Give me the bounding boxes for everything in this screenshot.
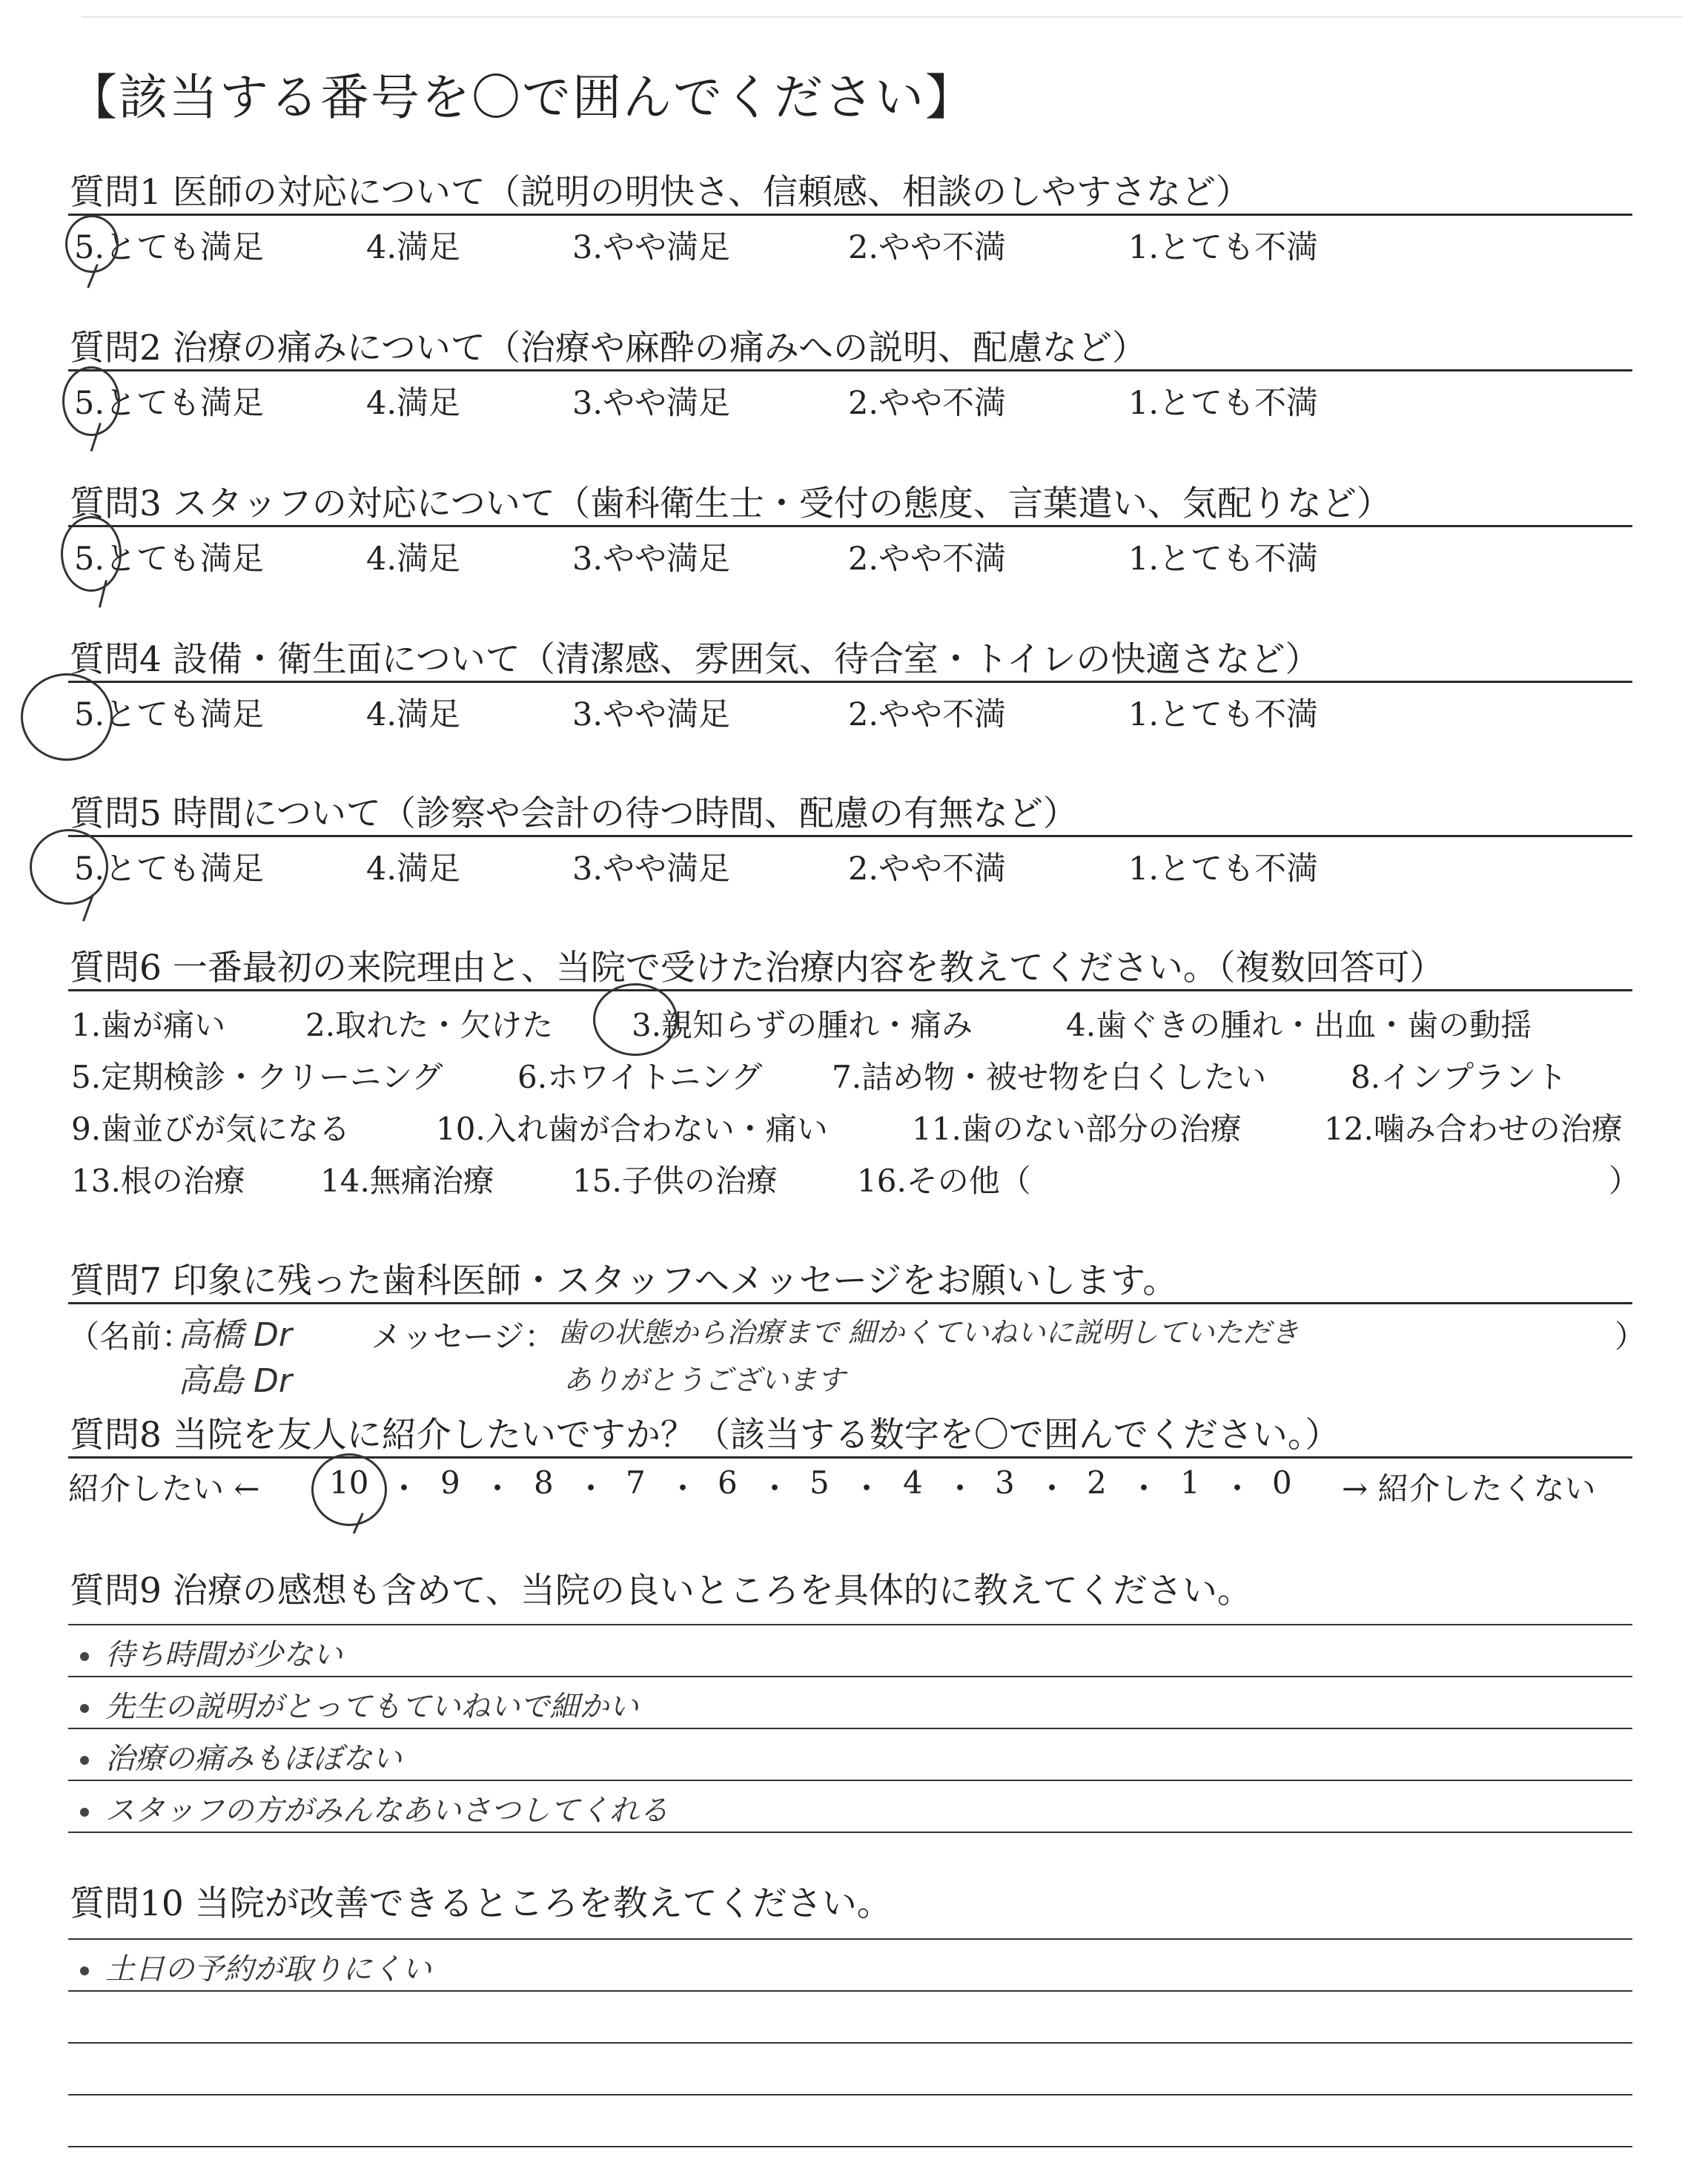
bullet-icon [80, 1966, 89, 1975]
scale-separator: ・ [482, 1470, 514, 1507]
q10-answer-1 [80, 1946, 431, 1988]
scale-value-4[interactable]: 4 [903, 1464, 923, 1501]
q6-option[interactable]: 6.ホワイトニング [517, 1059, 763, 1095]
rating-option-3[interactable]: 3.やや満足 [572, 851, 731, 888]
handwritten-name-1: 高橋 Dr [178, 1316, 292, 1354]
answer-line [68, 1990, 1632, 1992]
question-2-rule [68, 369, 1632, 371]
q6-option[interactable]: 1.歯が痛い [71, 1007, 226, 1043]
rating-option-2[interactable]: 2.やや不満 [848, 696, 1007, 733]
rating-option-5[interactable]: 5.とても満足 [74, 385, 265, 422]
scale-separator: ・ [1128, 1470, 1160, 1507]
question-7-rule [68, 1302, 1632, 1304]
scale-value-7[interactable]: 7 [626, 1464, 646, 1501]
question-5-rule [68, 835, 1632, 837]
scale-separator: ・ [575, 1470, 607, 1507]
q9-answer-3 [80, 1735, 402, 1777]
rating-option-4[interactable]: 4.満足 [366, 851, 461, 888]
rating-option-3[interactable]: 3.やや満足 [572, 385, 731, 422]
q6-option[interactable]: 4.歯ぐきの腫れ・出血・歯の動揺 [1066, 1007, 1532, 1043]
question-5-options [68, 844, 1632, 888]
name-label: （名前： [68, 1318, 193, 1355]
selection-circle-mark [311, 1453, 387, 1526]
question-1-rule [68, 214, 1632, 216]
scale-value-1[interactable]: 1 [1180, 1464, 1200, 1501]
answer-line [68, 2146, 1632, 2147]
message-label: メッセージ： [371, 1318, 556, 1355]
q6-close-paren: ） [1609, 1163, 1641, 1199]
q9-answer-1 [80, 1631, 342, 1674]
scale-value-2[interactable]: 2 [1087, 1464, 1107, 1501]
selection-circle-mark [21, 673, 113, 761]
q6-option[interactable]: 15.子供の治療 [572, 1163, 778, 1199]
q10-answer-text: 土日の予約が取りにくい [105, 1952, 431, 1986]
q6-option[interactable]: 16.その他（ [857, 1163, 1031, 1199]
q7-close-paren: ） [1615, 1318, 1646, 1355]
question-4-title: 質問4 設備・衛生面について（清潔感、雰囲気、待合室・トイレの快適さなど） [70, 639, 1320, 680]
question-4-rule [68, 681, 1632, 683]
question-6-title: 質問6 一番最初の来院理由と、当院で受けた治療内容を教えてください。（複数回答可） [70, 948, 1445, 988]
handwritten-name-2: 高島 Dr [178, 1362, 292, 1400]
q6-option[interactable]: 14.無痛治療 [320, 1163, 494, 1199]
answer-line [68, 1780, 1632, 1781]
q6-option[interactable]: 9.歯並びが気になる [71, 1111, 351, 1147]
scale-separator: ・ [1222, 1470, 1254, 1507]
answer-line [68, 2094, 1632, 2095]
scale-value-5[interactable]: 5 [810, 1464, 830, 1501]
question-3-options [68, 534, 1632, 578]
rating-option-3[interactable]: 3.やや満足 [572, 541, 731, 578]
scale-value-6[interactable]: 6 [718, 1464, 738, 1501]
question-1-title: 質問1 医師の対応について（説明の明快さ、信頼感、相談のしやすさなど） [70, 172, 1251, 213]
question-4-options [68, 690, 1632, 734]
rating-option-1[interactable]: 1.とても不満 [1128, 541, 1319, 578]
rating-option-4[interactable]: 4.満足 [366, 385, 461, 422]
question-10-title: 質問10 当院が改善できるところを教えてください。 [70, 1883, 892, 1924]
rating-option-2[interactable]: 2.やや不満 [848, 385, 1007, 422]
question-5-title: 質問5 時間について（診察や会計の待つ時間、配慮の有無など） [70, 793, 1078, 834]
bullet-icon [80, 1704, 89, 1713]
answer-line [68, 1676, 1632, 1677]
rating-option-3[interactable]: 3.やや満足 [572, 229, 731, 266]
answer-line [68, 1832, 1632, 1833]
bullet-icon [80, 1652, 89, 1661]
scale-value-3[interactable]: 3 [995, 1464, 1015, 1501]
selection-circle-mark [62, 366, 120, 436]
q9-answer-text: 先生の説明がとってもていねいで細かい [105, 1690, 639, 1724]
rating-option-5[interactable]: 5.とても満足 [74, 696, 265, 733]
referral-scale [68, 1464, 1632, 1509]
rating-option-1[interactable]: 1.とても不満 [1128, 385, 1319, 422]
rating-option-5[interactable]: 5.とても満足 [74, 541, 265, 578]
rating-option-3[interactable]: 3.やや満足 [572, 696, 731, 733]
q6-option[interactable]: 5.定期検診・クリーニング [71, 1059, 443, 1095]
scale-value-0[interactable]: 0 [1272, 1464, 1292, 1501]
scale-separator: ・ [667, 1470, 699, 1507]
question-1-options [68, 222, 1632, 267]
question-2-options [68, 378, 1632, 423]
scale-value-8[interactable]: 8 [534, 1464, 554, 1501]
scale-value-10[interactable]: 10 [329, 1464, 369, 1501]
scale-separator: ・ [851, 1470, 883, 1507]
q9-answer-4 [80, 1787, 669, 1829]
scale-separator: ・ [944, 1470, 976, 1507]
q6-options-row-3 [68, 1105, 1632, 1149]
bullet-icon [80, 1756, 89, 1765]
scale-left-label: 紹介したい ← [68, 1470, 260, 1507]
selection-circle-mark [30, 829, 108, 905]
question-7-title: 質問7 印象に残った歯科医師・スタッフへメッセージをお願いします。 [70, 1261, 1178, 1301]
q6-option[interactable]: 10.入れ歯が合わない・痛い [436, 1111, 828, 1147]
rating-option-5[interactable]: 5.とても満足 [74, 229, 265, 266]
question-9-title: 質問9 治療の感想も含めて、当院の良いところを具体的に教えてください。 [70, 1571, 1252, 1611]
q9-answer-text: スタッフの方がみんなあいさつしてくれる [105, 1794, 669, 1828]
selection-circle-mark [61, 516, 122, 592]
question-2-title: 質問2 治療の痛みについて（治療や麻酔の痛みへの説明、配慮など） [70, 328, 1147, 369]
scale-separator: ・ [759, 1470, 791, 1507]
q9-answer-text: 治療の痛みもほぼない [105, 1742, 402, 1776]
rating-option-1[interactable]: 1.とても不満 [1128, 851, 1319, 888]
q9-answer-2 [80, 1683, 638, 1725]
handwritten-message-line-1: 歯の状態から治療まで 細かくていねいに説明していただき [557, 1316, 1300, 1349]
top-border [82, 16, 1683, 18]
answer-line [68, 1624, 1632, 1625]
q6-option[interactable]: 8.インプラント [1351, 1059, 1568, 1095]
q6-options-row-1 [68, 1001, 1632, 1046]
scale-value-9[interactable]: 9 [440, 1464, 460, 1501]
rating-option-4[interactable]: 4.満足 [366, 229, 461, 266]
question-6-rule [68, 989, 1632, 991]
handwritten-message-line-2: ありがとうございます [563, 1364, 846, 1396]
instruction-header: 【該当する番号を〇で囲んでください】 [68, 69, 976, 126]
question-8-rule [68, 1456, 1632, 1459]
q9-answer-text: 待ち時間が少ない [105, 1638, 342, 1672]
rating-option-1[interactable]: 1.とても不満 [1128, 229, 1319, 266]
scale-right-label: → 紹介したくない [1342, 1470, 1596, 1507]
q6-option[interactable]: 12.噛み合わせの治療 [1324, 1111, 1623, 1147]
rating-option-4[interactable]: 4.満足 [366, 696, 461, 733]
question-3-title: 質問3 スタッフの対応について（歯科衛生士・受付の態度、言葉遣い、気配りなど） [70, 483, 1391, 524]
question-3-rule [68, 525, 1632, 527]
q6-options-row-2 [68, 1053, 1632, 1097]
q6-option[interactable]: 7.詰め物・被せ物を白くしたい [832, 1059, 1267, 1095]
selection-circle-mark [65, 215, 119, 273]
rating-option-2[interactable]: 2.やや不満 [848, 229, 1007, 266]
answer-line [68, 1938, 1632, 1940]
q6-option[interactable]: 2.取れた・欠けた [305, 1007, 554, 1043]
rating-option-2[interactable]: 2.やや不満 [848, 541, 1007, 578]
answer-line [68, 2042, 1632, 2044]
selection-circle-mark [593, 983, 678, 1056]
q6-options-row-4 [68, 1157, 1641, 1201]
bullet-icon [80, 1808, 89, 1817]
question-8-title: 質問8 当院を友人に紹介したいですか？（該当する数字を〇で囲んでください。） [70, 1415, 1340, 1456]
answer-line [68, 1728, 1632, 1729]
q6-option[interactable]: 13.根の治療 [71, 1163, 245, 1199]
scale-separator: ・ [388, 1470, 420, 1507]
q6-option[interactable]: 3.親知らずの腫れ・痛み [632, 1007, 973, 1043]
q6-option[interactable]: 11.歯のない部分の治療 [912, 1111, 1242, 1147]
rating-option-2[interactable]: 2.やや不満 [848, 851, 1007, 888]
rating-option-5[interactable]: 5.とても満足 [74, 851, 265, 888]
rating-option-4[interactable]: 4.満足 [366, 541, 461, 578]
rating-option-1[interactable]: 1.とても不満 [1128, 696, 1319, 733]
scale-separator: ・ [1036, 1470, 1068, 1507]
